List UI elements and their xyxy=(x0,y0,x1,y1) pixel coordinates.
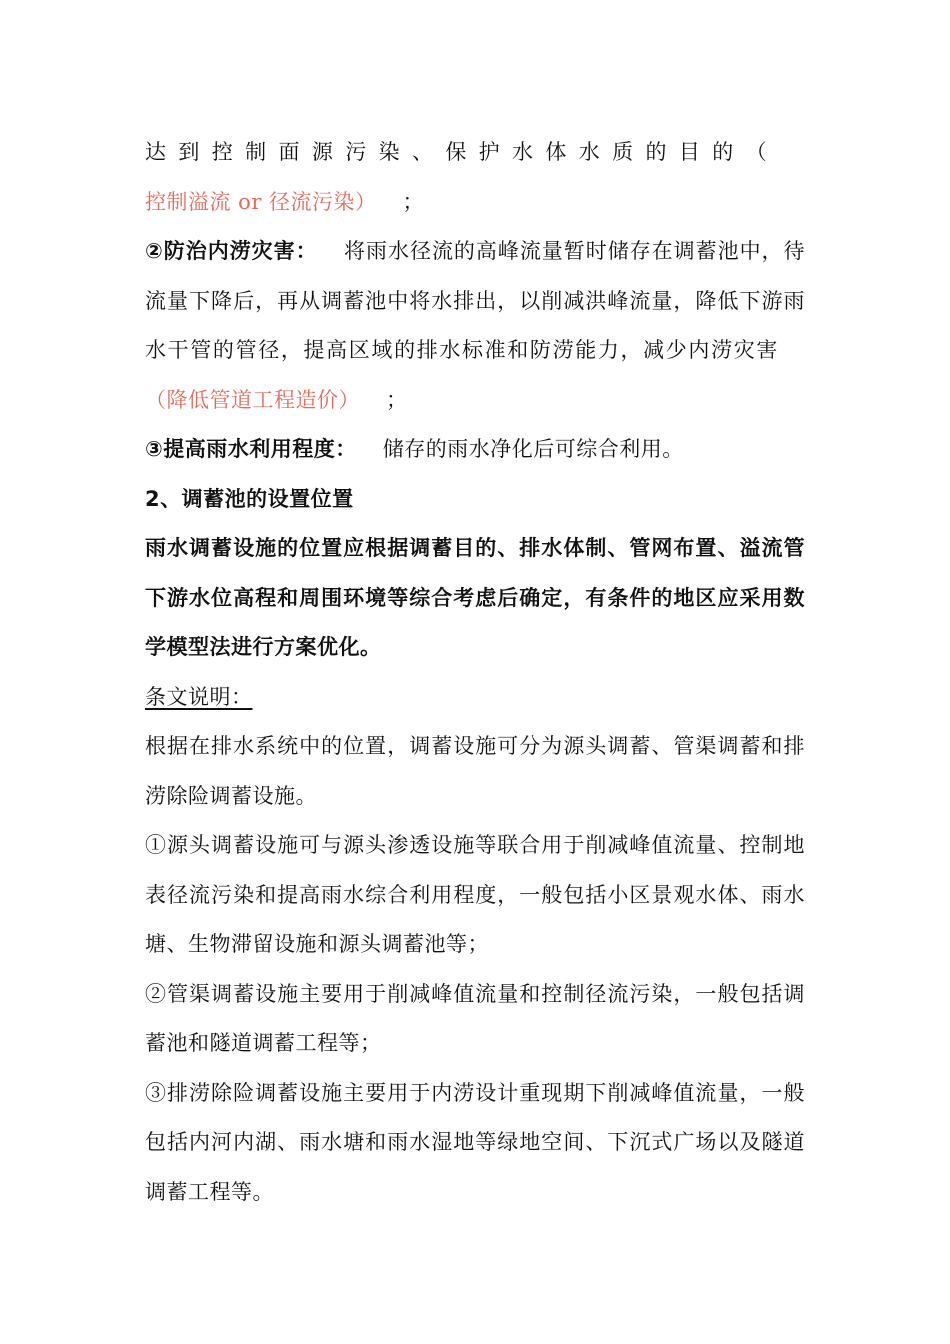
continuation-paragraph xyxy=(145,128,805,227)
explanation-label: 条文说明： xyxy=(145,684,253,709)
item-2-heading: 防治内涝灾害： xyxy=(163,239,318,263)
continuation-text: 达到控制面源污染、保护水体水质的目的（ xyxy=(145,140,779,164)
item-3-heading: 提高雨水利用程度： xyxy=(163,437,357,461)
document-page xyxy=(145,128,805,1217)
item-2-end: ； xyxy=(386,387,408,412)
section-2-title: 2、调蓄池的设置位置 xyxy=(145,486,354,511)
item-3-text: 储存的雨水净化后可综合利用。 xyxy=(382,437,684,461)
continuation-note: 控制溢流 or 径流污染） xyxy=(145,189,377,214)
explanation-item-1: ①源头调蓄设施可与源头渗透设施等联合用于削减峰值流量、控制地表径流污染和提高雨水综合利用程度，一般包括小区景观水体、雨水塘、生物滞留设施和源头调蓄池等； xyxy=(145,833,805,956)
item-2-text: 将雨水径流的高峰流量暂时储存在调蓄池中，待流量下降后，再从调蓄池中将水排出，以削减洪峰流量，降低下游雨水干管的管径，提高区域的排水标准和防涝能力，减少内涝灾害 xyxy=(145,239,806,362)
item-2-note: （降低管道工程造价） xyxy=(145,387,360,412)
explanation-item-3: ③排涝除险调蓄设施主要用于内涝设计重现期下削减峰值流量，一般包括内河内湖、雨水塘和雨水湿地等绿地空间、下沉式广场以及隧道调蓄工程等。 xyxy=(145,1080,805,1204)
item-3-marker: ③ xyxy=(145,437,164,461)
section-2-provision: 雨水调蓄设施的位置应根据调蓄目的、排水体制、管网布置、溢流管下游水位高程和周围环境等综合考虑后确定，有条件的地区应采用数学模型法进行方案优化。 xyxy=(145,536,805,659)
explanation-label-line xyxy=(145,673,805,723)
explanation-intro: 根据在排水系统中的位置，调蓄设施可分为源头调蓄、管渠调蓄和排涝除险调蓄设施。 xyxy=(145,734,805,808)
item-3-paragraph xyxy=(145,425,805,475)
continuation-end: ； xyxy=(402,189,425,214)
item-2-marker: ② xyxy=(145,239,164,263)
item-2-paragraph xyxy=(145,227,805,425)
explanation-item-2: ②管渠调蓄设施主要用于削减峰值流量和控制径流污染，一般包括调蓄池和隧道调蓄工程等； xyxy=(145,981,805,1055)
